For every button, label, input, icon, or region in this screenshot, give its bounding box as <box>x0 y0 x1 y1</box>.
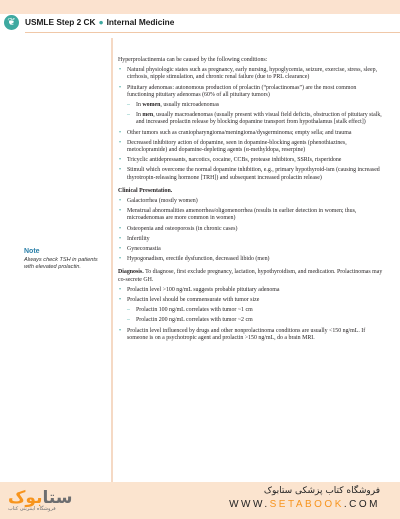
list-item: • Galactorrhea (mostly women) <box>118 198 383 205</box>
list-item: • Other tumors such as craniopharyngioma/meningioma/dysgerminoma; empty sella; and trauma <box>118 130 383 137</box>
running-title <box>25 17 174 27</box>
header-band <box>0 0 400 14</box>
diagnosis-heading: Diagnosis. <box>118 269 144 276</box>
list-item: • Pituitary adenomas: autonomous production of prolactin (“prolactinomas”) are the most common functioning pituitary adenomas (60% of all pituitary tumors) <box>118 85 383 99</box>
sub-list-item: – In men, usually macroadenomas (usually present with visual field deficits, obstruction of pituitary stalk, and increased prolactin release by blocking dopamine transport from hypothalamus [stalk effect]) <box>118 112 383 126</box>
logo-tagline: فروشگاه اینترنتی کتاب <box>8 506 56 512</box>
page-header <box>0 0 400 38</box>
list-item: • Prolactin level influenced by drugs and other nonprolactinoma conditions are usually <150 ng/mL. If someone is on a psychotropic agent and prolactin >150 ng/mL, do a brain MRI. <box>118 328 383 342</box>
list-item: • Stimuli which overcome the normal dopamine inhibition, e.g., primary hypothyroid-ism (causing increased thyrotropin-releasing hormone [TRH]) and subsequent increased prolactin release) <box>118 167 383 181</box>
main-text <box>118 57 383 345</box>
diagnosis-list <box>118 287 383 342</box>
sub-list-item: – In women, usually microadenomas <box>118 102 383 109</box>
store-info <box>229 486 380 510</box>
margin-note <box>24 248 106 271</box>
causes-list <box>118 67 383 182</box>
list-item: • Hypogonadism, erectile dysfunction, decreased libido (men) <box>118 256 383 263</box>
list-item: • Menstrual abnormalities amenorrhea/oligomenorrhea (results in earlier detection in women; thus, microadenomas are more common in women) <box>118 208 383 222</box>
setabook-logo <box>8 488 80 515</box>
clinical-list <box>118 198 383 263</box>
note-heading: Note <box>24 248 40 255</box>
list-item: • Natural physiologic states such as pregnancy, early nursing, hypoglycemia, seizure, exercise, stress, sleep, cirrhosis, nipple stimulation, and chronic renal failure (due to PRL clearance) <box>118 67 383 81</box>
list-item: • Prolactin level >100 ng/mL suggests probable pituitary adenoma <box>118 287 383 294</box>
note-body: Always check TSH in patients with elevated prolactin. <box>24 257 98 270</box>
running-title-book: USMLE Step 2 CK <box>25 17 96 27</box>
list-item: • Infertility <box>118 236 383 243</box>
list-item: • Osteopenia and osteoporosis (in chronic cases) <box>118 226 383 233</box>
logo-wordmark: ستابوک <box>8 488 73 508</box>
running-title-section: Internal Medicine <box>106 17 175 27</box>
sub-list-item: – Prolactin 100 ng/mL correlates with tumor ~1 cm <box>118 307 383 314</box>
bullet-separator-icon: ● <box>98 17 104 27</box>
leaf-logo-icon: ❦ <box>4 15 19 30</box>
margin-divider <box>111 38 113 490</box>
list-item: • Tricyclic antidepressants, narcotics, cocaine, CCBs, protease inhibitors, SSRIs, risperidone <box>118 157 383 164</box>
diagnosis-paragraph: Diagnosis. To diagnose, first exclude pregnancy, lactation, hypothyroidism, and medication. Prolactinomas may co-secrete GH. <box>118 269 383 283</box>
list-item: • Gynecomastia <box>118 246 383 253</box>
store-url-link[interactable]: WWW.SETABOOK.COM <box>229 499 380 510</box>
clinical-heading: Clinical Presentation. <box>118 187 173 194</box>
list-item: • Decreased inhibitory action of dopamine, seen in dopamine-blocking agents (phenothiazines, metoclopramide) and dopamine-depleting agents (α-methyldopa, reserpine) <box>118 140 383 154</box>
sub-list-item: – Prolactin 200 ng/mL correlates with tumor ~2 cm <box>118 317 383 324</box>
store-name: فروشگاه کتاب پزشکی ستابوک <box>263 486 380 496</box>
footer-banner <box>0 482 400 519</box>
intro-paragraph: Hyperprolactinemia can be caused by the following conditions: <box>118 57 268 63</box>
list-item: • Prolactin level should be commensurate with tumor size <box>118 297 383 304</box>
header-rule <box>25 32 400 33</box>
